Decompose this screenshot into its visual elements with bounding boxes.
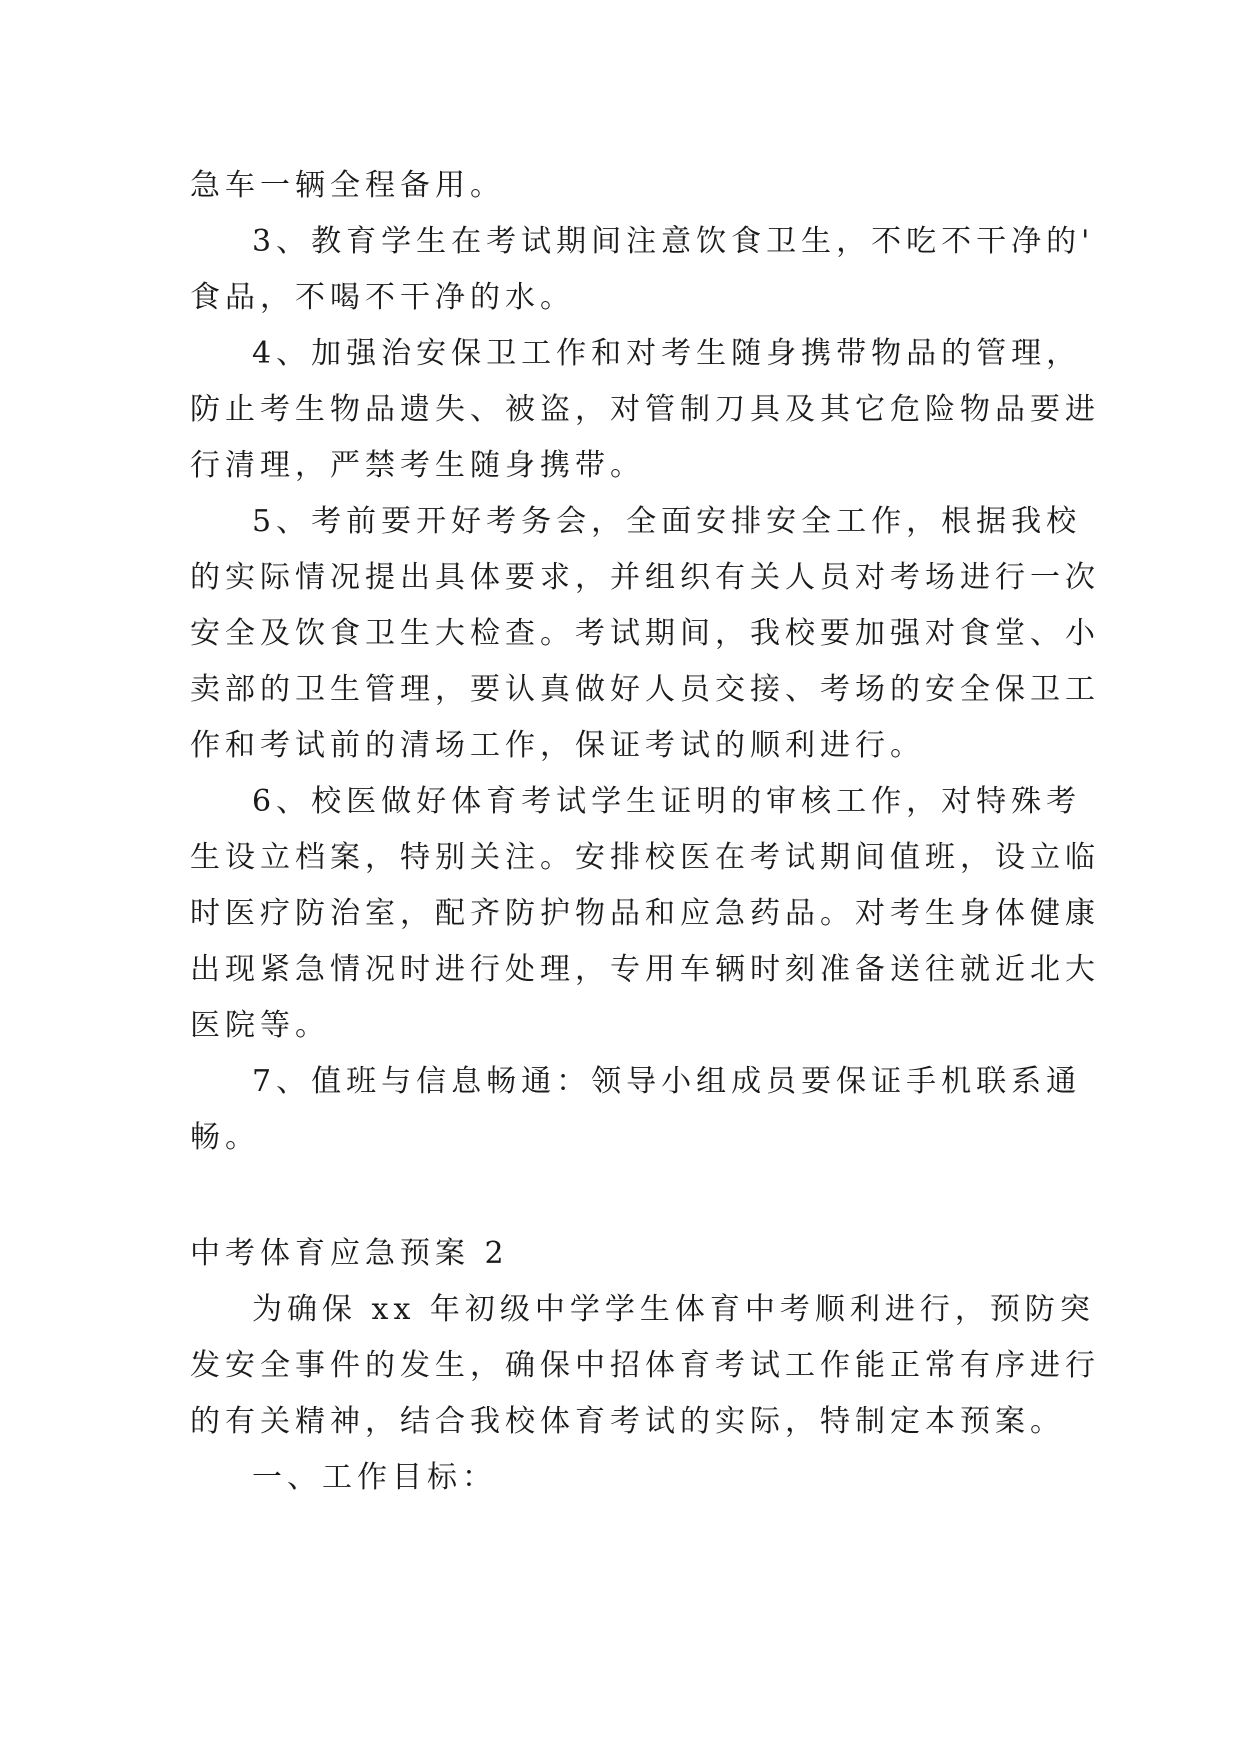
text-line: 3、教育学生在考试期间注意饮食卫生，不吃不干净的': [252, 224, 1095, 259]
text-line: 4、加强治安保卫工作和对考生随身携带物品的管理，: [252, 336, 1082, 371]
text-line: 卖部的卫生管理，要认真做好人员交接、考场的安全保卫工: [190, 672, 1100, 707]
text-line: 时医疗防治室，配齐防护物品和应急药品。对考生身体健康: [190, 896, 1100, 931]
section-heading: 中考体育应急预案 2: [190, 1236, 509, 1271]
text-line: 为确保 xx 年初级中学学生体育中考顺利进行，预防突: [252, 1292, 1095, 1327]
text-line: 作和考试前的清场工作，保证考试的顺利进行。: [190, 728, 925, 763]
text-line: 出现紧急情况时进行处理，专用车辆时刻准备送往就近北大: [190, 952, 1100, 987]
text-line: 防止考生物品遗失、被盗，对管制刀具及其它危险物品要进: [190, 392, 1100, 427]
text-line: 安全及饮食卫生大检查。考试期间，我校要加强对食堂、小: [190, 616, 1100, 651]
text-line: 6、校医做好体育考试学生证明的审核工作，对特殊考: [252, 784, 1082, 819]
text-line: 食品，不喝不干净的水。: [190, 280, 575, 315]
text-line: 发安全事件的发生，确保中招体育考试工作能正常有序进行: [190, 1348, 1100, 1383]
text-line: 的实际情况提出具体要求，并组织有关人员对考场进行一次: [190, 560, 1100, 595]
text-line: 7、值班与信息畅通：领导小组成员要保证手机联系通: [252, 1064, 1082, 1099]
text-line: 生设立档案，特别关注。安排校医在考试期间值班，设立临: [190, 840, 1100, 875]
text-line: 5、考前要开好考务会，全面安排安全工作，根据我校: [252, 504, 1082, 539]
text-line: 一、工作目标：: [252, 1460, 497, 1495]
text-line: 急车一辆全程备用。: [190, 168, 505, 203]
text-line: 行清理，严禁考生随身携带。: [190, 448, 645, 483]
text-line: 的有关精神，结合我校体育考试的实际，特制定本预案。: [190, 1404, 1065, 1439]
text-line: 畅。: [190, 1120, 260, 1155]
text-line: 医院等。: [190, 1008, 330, 1043]
